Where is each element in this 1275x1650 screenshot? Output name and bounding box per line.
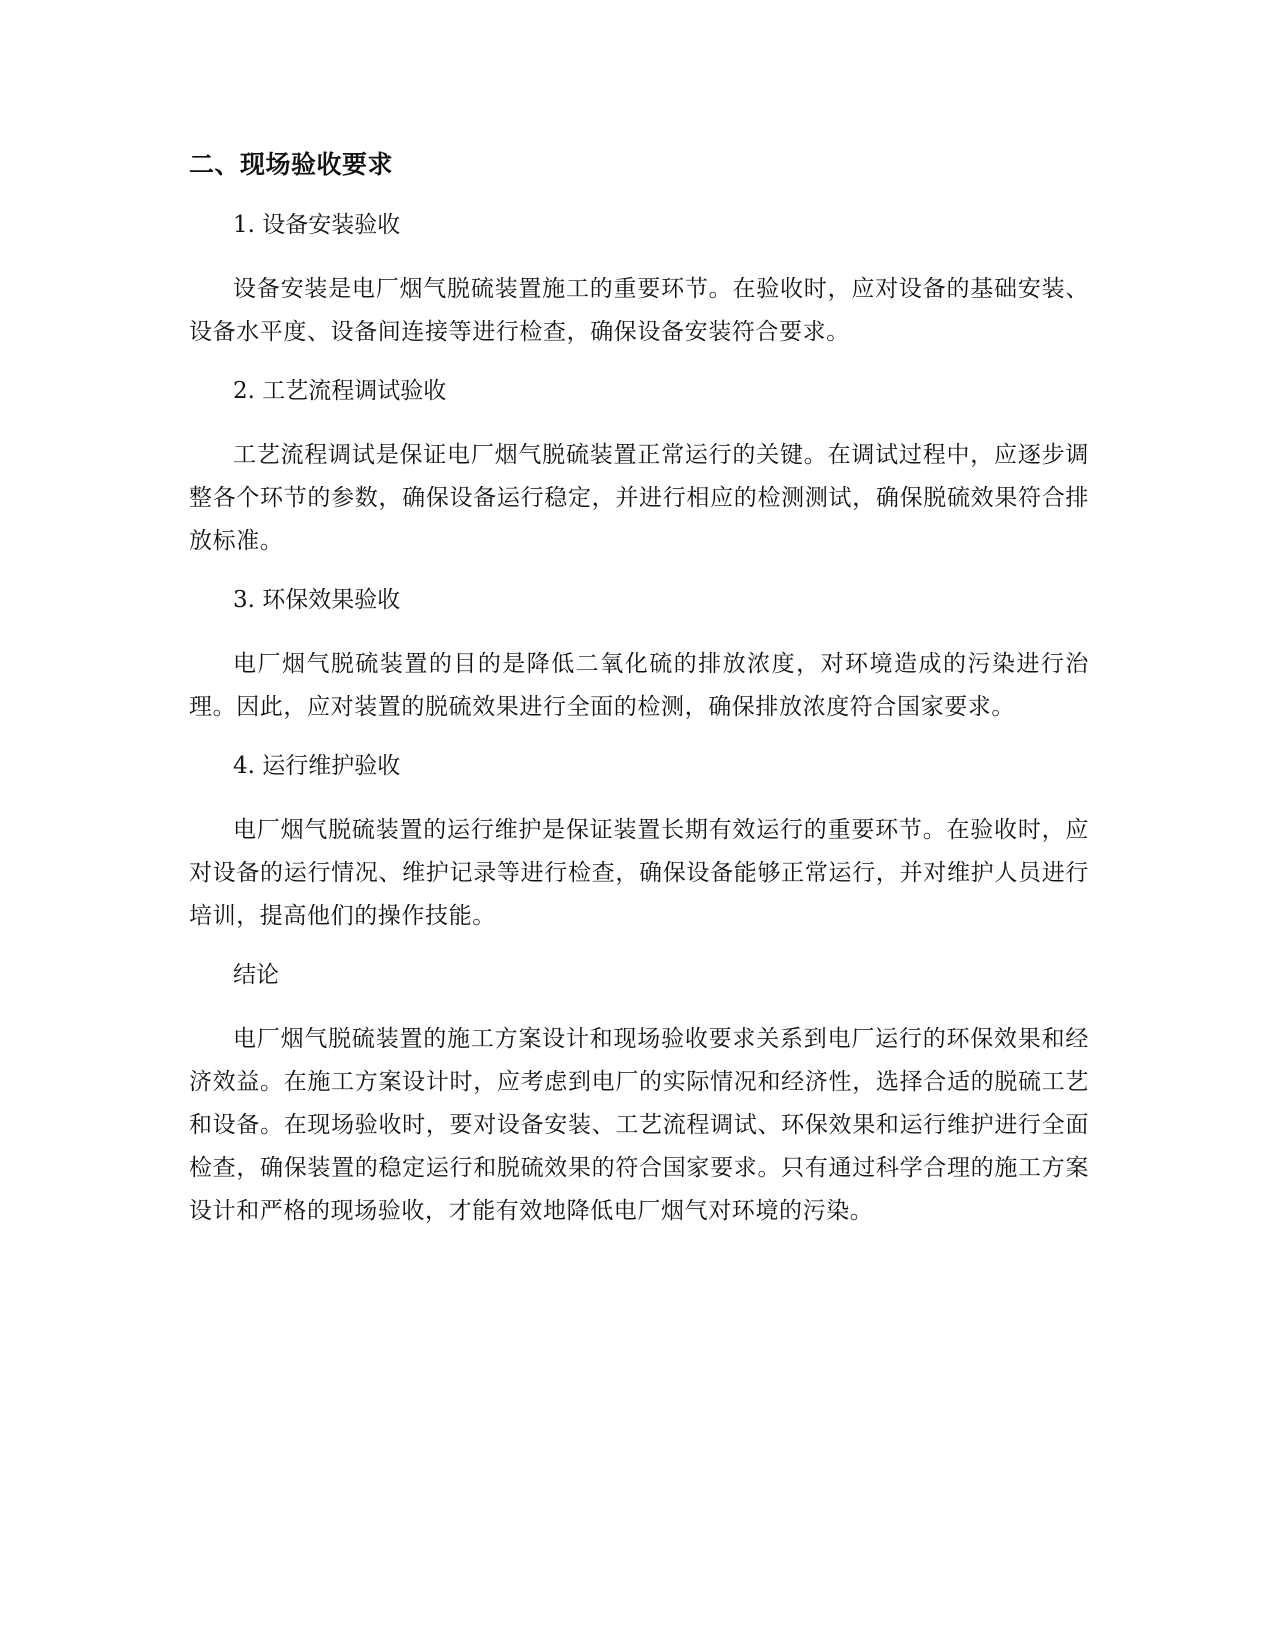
item-heading-environmental-effect: 3. 环保效果验收: [233, 587, 401, 613]
item-body-equipment-installation: 设备安装是电厂烟气脱硫装置施工的重要环节。在验收时，应对设备的基础安装、设备水平度、设备间连接等进行检查，确保设备安装符合要求。: [189, 276, 1089, 345]
document-content: [189, 148, 1089, 1253]
item-body-process-commissioning: 工艺流程调试是保证电厂烟气脱硫装置正常运行的关键。在调试过程中，应逐步调整各个环节的参数，确保设备运行稳定，并进行相应的检测测试，确保脱硫效果符合排放标准。: [189, 442, 1089, 554]
item-body-operation-maintenance: 电厂烟气脱硫装置的运行维护是保证装置长期有效运行的重要环节。在验收时，应对设备的运行情况、维护记录等进行检查，确保设备能够正常运行，并对维护人员进行培训，提高他们的操作技能。: [189, 817, 1089, 929]
item-heading-equipment-installation: 1. 设备安装验收: [233, 212, 401, 238]
conclusion-body: 电厂烟气脱硫装置的施工方案设计和现场验收要求关系到电厂运行的环保效果和经济效益。在施工方案设计时，应考虑到电厂的实际情况和经济性，选择合适的脱硫工艺和设备。在现场验收时，要对设备安装、工艺流程调试、环保效果和运行维护进行全面检查，确保装置的稳定运行和脱硫效果的符合国家要求。只有通过科学合理的施工方案设计和严格的现场验收，才能有效地降低电厂烟气对环境的污染。: [189, 1026, 1089, 1224]
item-body-environmental-effect: 电厂烟气脱硫装置的目的是降低二氧化硫的排放浓度，对环境造成的污染进行治理。因此，应对装置的脱硫效果进行全面的检测，确保排放浓度符合国家要求。: [189, 651, 1089, 720]
item-heading-process-commissioning: 2. 工艺流程调试验收: [233, 378, 447, 404]
section-title: 二、现场验收要求: [189, 150, 394, 179]
item-heading-operation-maintenance: 4. 运行维护验收: [233, 753, 401, 779]
conclusion-heading: 结论: [233, 962, 279, 988]
